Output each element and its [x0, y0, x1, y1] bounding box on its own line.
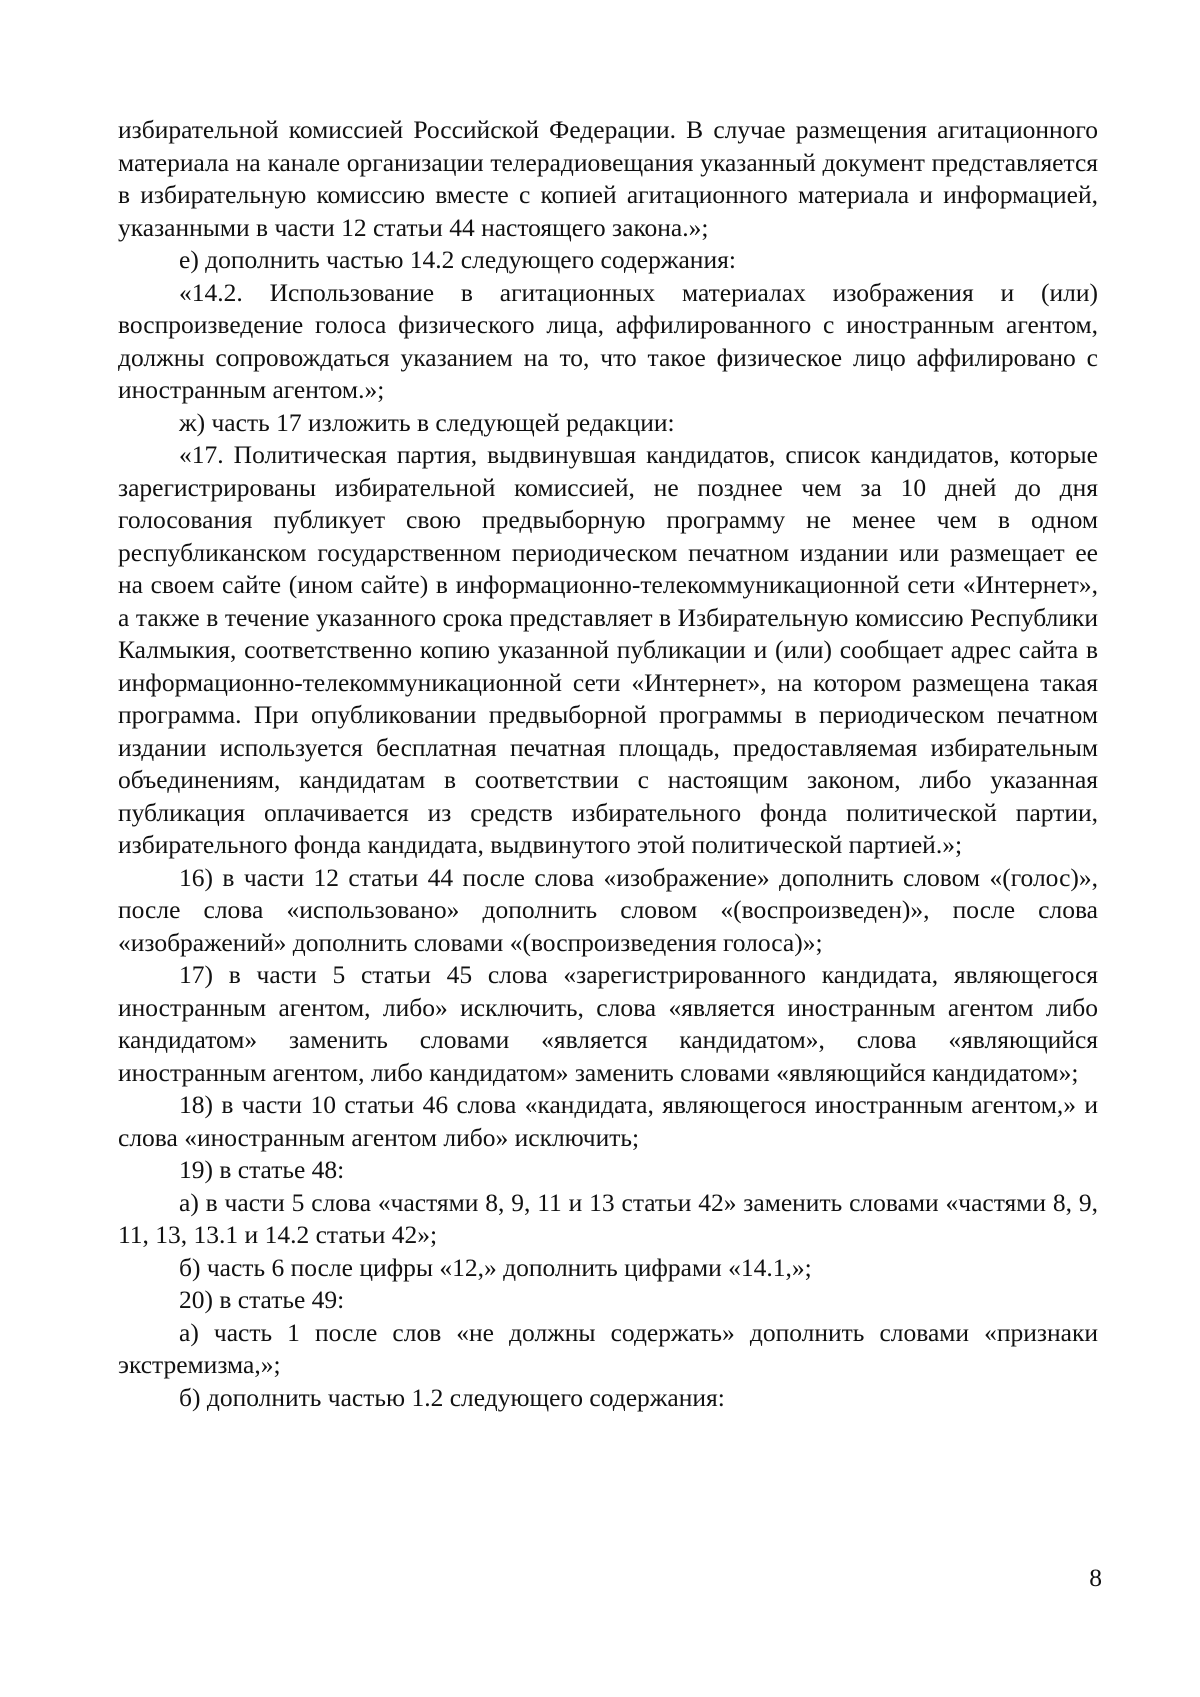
paragraph-item-19-a: а) в части 5 слова «частями 8, 9, 11 и 13 статьи 42» заменить словами «частями 8, 9, 11, 13, 13.1 и 14.2 статьи 42»;	[118, 1187, 1098, 1249]
paragraph-item-20: 20) в статье 49:	[179, 1285, 345, 1314]
paragraph-item-20-a: а) часть 1 после слов «не должны содержать» дополнить словами «признаки экстремизма,»;	[118, 1317, 1098, 1379]
page-number: 8	[1089, 1563, 1102, 1592]
paragraph-quote-17: «17. Политическая партия, выдвинувшая кандидатов, список кандидатов, которые зарегистрированы избирательной комиссией, не позднее чем за 10 дней до дня голосования публикует свою предвыборную программу не менее чем в одном республиканском государственном периодическом печатном издании или размещает ее на своем сайте (ином сайте) в информационно-телекоммуникационной сети «Интернет», а также в течение указанного срока представляет в Избирательную комиссию Республики Калмыкия, соответственно копию указанной публикации и (или) сообщает адрес сайта в информационно-телекоммуникационной сети «Интернет», на котором размещена такая программа. При опубликовании предвыборной программы в периодическом печатном издании используется бесплатная печатная площадь, предоставляемая избирательным объединениям, кандидатам в соответствии с настоящим законом, либо указанная публикация оплачивается из средств избирательного фонда политической партии, избирательного фонда кандидата, выдвинутого этой политической партией.»;	[118, 440, 1098, 859]
paragraph-quote-14-2: «14.2. Использование в агитационных материалах изображения и (или) воспроизведение голоса физического лица, аффилированного с иностранным агентом, должны сопровождаться указанием на то, что такое физическое лицо аффилировано с иностранным агентом.»;	[118, 277, 1098, 404]
paragraph-continuation: избирательной комиссией Российской Федерации. В случае размещения агитационного материала на канале организации телерадиовещания указанный документ представляется в избирательную комиссию вместе с копией агитационного материала и информацией, указанными в части 12 статьи 44 настоящего закона.»;	[118, 115, 1098, 242]
paragraph-item-20-b: б) дополнить частью 1.2 следующего содержания:	[179, 1382, 725, 1412]
paragraph-item-zh: ж) часть 17 изложить в следующей редакции:	[179, 407, 675, 437]
document-body	[118, 114, 1098, 1414]
paragraph-item-19: 19) в статье 48:	[179, 1155, 345, 1184]
paragraph-item-e: е) дополнить частью 14.2 следующего содержания:	[179, 245, 736, 274]
paragraph-item-19-b: б) часть 6 после цифры «12,» дополнить цифрами «14.1,»;	[179, 1252, 812, 1282]
paragraph-item-18: 18) в части 10 статьи 46 слова «кандидата, являющегося иностранным агентом,» и слова «иностранным агентом либо» исключить;	[118, 1090, 1098, 1152]
paragraph-item-17: 17) в части 5 статьи 45 слова «зарегистрированного кандидата, являющегося иностранным агентом, либо» исключить, слова «является иностранным агентом либо кандидатом» заменить словами «является кандидатом», слова «являющийся иностранным агентом, либо кандидатом» заменить словами «являющийся кандидатом»;	[118, 960, 1098, 1087]
paragraph-item-16: 16) в части 12 статьи 44 после слова «изображение» дополнить словом «(голос)», после слова «использовано» дополнить словом «(воспроизведен)», после слова «изображений» дополнить словами «(воспроизведения голоса)»;	[118, 862, 1098, 957]
